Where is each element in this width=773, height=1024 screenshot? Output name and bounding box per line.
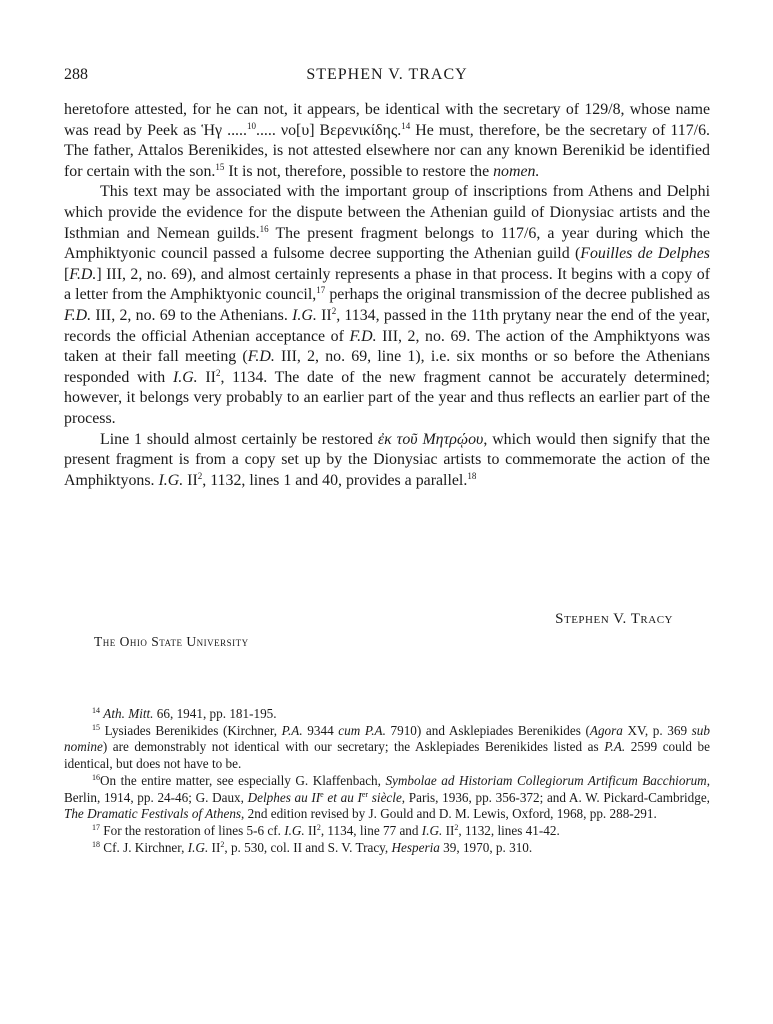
italic-text: nomen.: [493, 162, 540, 180]
body-text: [64, 100, 710, 491]
text: Line 1 should almost certainly be restored: [100, 430, 378, 448]
italic-text: Hesperia: [391, 839, 440, 855]
italic-text: I.G.: [284, 822, 305, 838]
superscript: 2: [316, 822, 321, 832]
text: , Berlin, 1914, pp. 24-46; G. Daux,: [64, 772, 710, 805]
text: On the entire matter, see especially G. Klaffenbach,: [100, 772, 386, 788]
running-head: STEPHEN V. TRACY: [306, 66, 468, 83]
text: II: [316, 306, 332, 324]
footnote-15: [64, 723, 710, 773]
text: This text may be associated with the important group of inscriptions from Athens and Delphi which provide the evidence for the dispute between the Athenian guild of Dionysiac artists and the Isthmian and Nemean guilds.: [64, 183, 710, 242]
italic-text: F.D.: [69, 265, 97, 283]
footnote-17: [64, 823, 710, 840]
italic-text: Delphes au II: [247, 789, 321, 805]
greek-italic-text: ἐκ τοῦ Μητρῴου: [377, 430, 484, 448]
footnote-ref: 16: [259, 223, 269, 234]
text: For the restoration of lines 5-6 cf.: [103, 822, 285, 838]
footnote-ref: 18: [467, 470, 477, 481]
text: II: [304, 822, 317, 838]
text: 9344: [302, 722, 339, 738]
text: perhaps the original transmission of the decree published as: [325, 286, 710, 304]
text: III, 2, no. 69. The action of the Amphiktyons was taken at their fall meeting (: [64, 327, 710, 366]
italic-text: F.D.: [349, 327, 377, 345]
italic-text: I.G.: [292, 306, 317, 324]
text: XV, p. 369: [622, 722, 692, 738]
superscript: 2: [215, 367, 221, 378]
italic-text: cum P.A.: [338, 722, 386, 738]
italic-text: F.D.: [247, 348, 275, 366]
paragraph-3: [64, 430, 710, 492]
author-affiliation: The Ohio State University: [94, 634, 249, 649]
text: II: [208, 839, 221, 855]
superscript: 2: [331, 305, 337, 316]
footnote-ref: 17: [316, 285, 326, 296]
text: II: [183, 471, 198, 489]
italic-text: I.G.: [158, 471, 184, 489]
text: II: [442, 822, 455, 838]
footnote-number: 17: [92, 822, 100, 832]
lacuna-count: 10: [246, 120, 256, 131]
footnote-18: [64, 840, 710, 857]
italic-text: I.G.: [421, 822, 443, 838]
italic-text: sub nomine: [64, 722, 710, 755]
text: , 1134, passed in the 11th prytany near the end of the year, records the official Athenian acceptance of: [64, 306, 710, 345]
text: [: [64, 265, 70, 283]
text: Cf. J. Kirchner,: [103, 839, 188, 855]
text: 7910) and Asklepiades Berenikides (: [385, 722, 590, 738]
italic-text: F.D.: [64, 306, 92, 324]
footnote-16: [64, 773, 710, 823]
author-signature: Stephen V. Tracy: [555, 611, 673, 627]
superscript: 2: [197, 470, 203, 481]
text: , 1132, lines 1 and 40, provides a parallel.: [202, 471, 468, 489]
italic-text: Symbolae ad Historiam Collegiorum Artificum Bacchiorum: [385, 772, 707, 788]
footnote-number: 14: [92, 706, 100, 715]
text: 39, 1970, p. 310.: [439, 839, 533, 855]
text: Lysiades Berenikides (Kirchner,: [104, 722, 282, 738]
superscript: e: [320, 789, 324, 799]
text: III, 2, no. 69, line 1), i.e. six months or so before the Athenians responded with: [64, 348, 710, 386]
italic-text: et au I: [323, 789, 362, 805]
text: , Paris, 1936, pp. 356-372; and A. W. Pickard-Cambridge,: [401, 789, 710, 805]
italic-text: Fouilles de Delphes: [580, 245, 710, 263]
italic-text: siècle: [368, 789, 402, 805]
text: , p. 530, col. II and S. V. Tracy,: [224, 839, 392, 855]
footnote-ref: 15: [215, 161, 225, 172]
greek-text: Ἡγ .....: [201, 121, 247, 139]
italic-text: Agora: [589, 722, 623, 738]
footnote-14: [64, 706, 710, 723]
text: , 2nd edition revised by J. Gould and D. M. Lewis, Oxford, 1968, pp. 288-291.: [241, 806, 657, 822]
page-header: [64, 66, 710, 90]
superscript: er: [361, 789, 369, 799]
text: 2599 could be identical, but does not have to be.: [64, 739, 710, 772]
italic-text: P.A.: [604, 739, 626, 755]
text: He must, therefore, be the secretary of 117/6. The father, Attalos Berenikides, is not attested elsewhere nor can any known Berenikid be identified for certain with the son.: [64, 121, 710, 180]
text: , 1132, lines 41-42.: [458, 822, 560, 838]
footnote-ref: 14: [401, 120, 411, 131]
italic-text: Ath. Mitt.: [103, 706, 154, 721]
footnote-number: 16: [92, 772, 100, 782]
superscript: 2: [220, 839, 225, 849]
text: , 1134. The date of the new fragment cannot be accurately determined; however, it belongs very probably to an earlier part of the year and thus reflects an earlier part of the process.: [64, 368, 710, 427]
greek-text: ..... νο[υ] Βερενικίδης.: [255, 121, 402, 139]
text: ] III, 2, no. 69), and almost certainly represents a phase in that process. It begins with a copy of a letter from the Amphiktyonic council,: [64, 265, 710, 304]
footnote-number: 15: [92, 722, 100, 732]
italic-text: I.G.: [187, 839, 209, 855]
text: It is not, therefore, possible to restore the: [224, 162, 494, 180]
text: , which would then signify that the present fragment is from a copy set up by the Dionysiac artists to commemorate the action of the Amphiktyons.: [64, 430, 710, 489]
italic-text: P.A.: [281, 722, 303, 738]
superscript: 2: [454, 822, 459, 832]
italic-text: The Dramatic Festivals of Athens: [64, 806, 242, 822]
paragraph-2: [64, 182, 710, 429]
text: 66, 1941, pp. 181-195.: [153, 706, 277, 721]
paragraph-1: [64, 100, 710, 182]
text: The present fragment belongs to 117/6, a year during which the Amphiktyonic council passed a fulsome decree supporting the Athenian guild (: [64, 224, 710, 263]
footnotes: [64, 706, 710, 856]
italic-text: I.G.: [172, 368, 198, 386]
text: ) are demonstrably not identical with our secretary; the Asklepiades Berenikides listed as: [102, 739, 605, 755]
page-number: 288: [64, 66, 88, 83]
text: , 1134, line 77 and: [320, 822, 422, 838]
text: III, 2, no. 69 to the Athenians.: [91, 306, 293, 324]
text: II: [197, 368, 216, 386]
text: heretofore attested, for he can not, it appears, be identical with the secretary of 129/8, whose name was read by Peek as: [64, 101, 710, 139]
footnote-number: 18: [92, 839, 100, 849]
